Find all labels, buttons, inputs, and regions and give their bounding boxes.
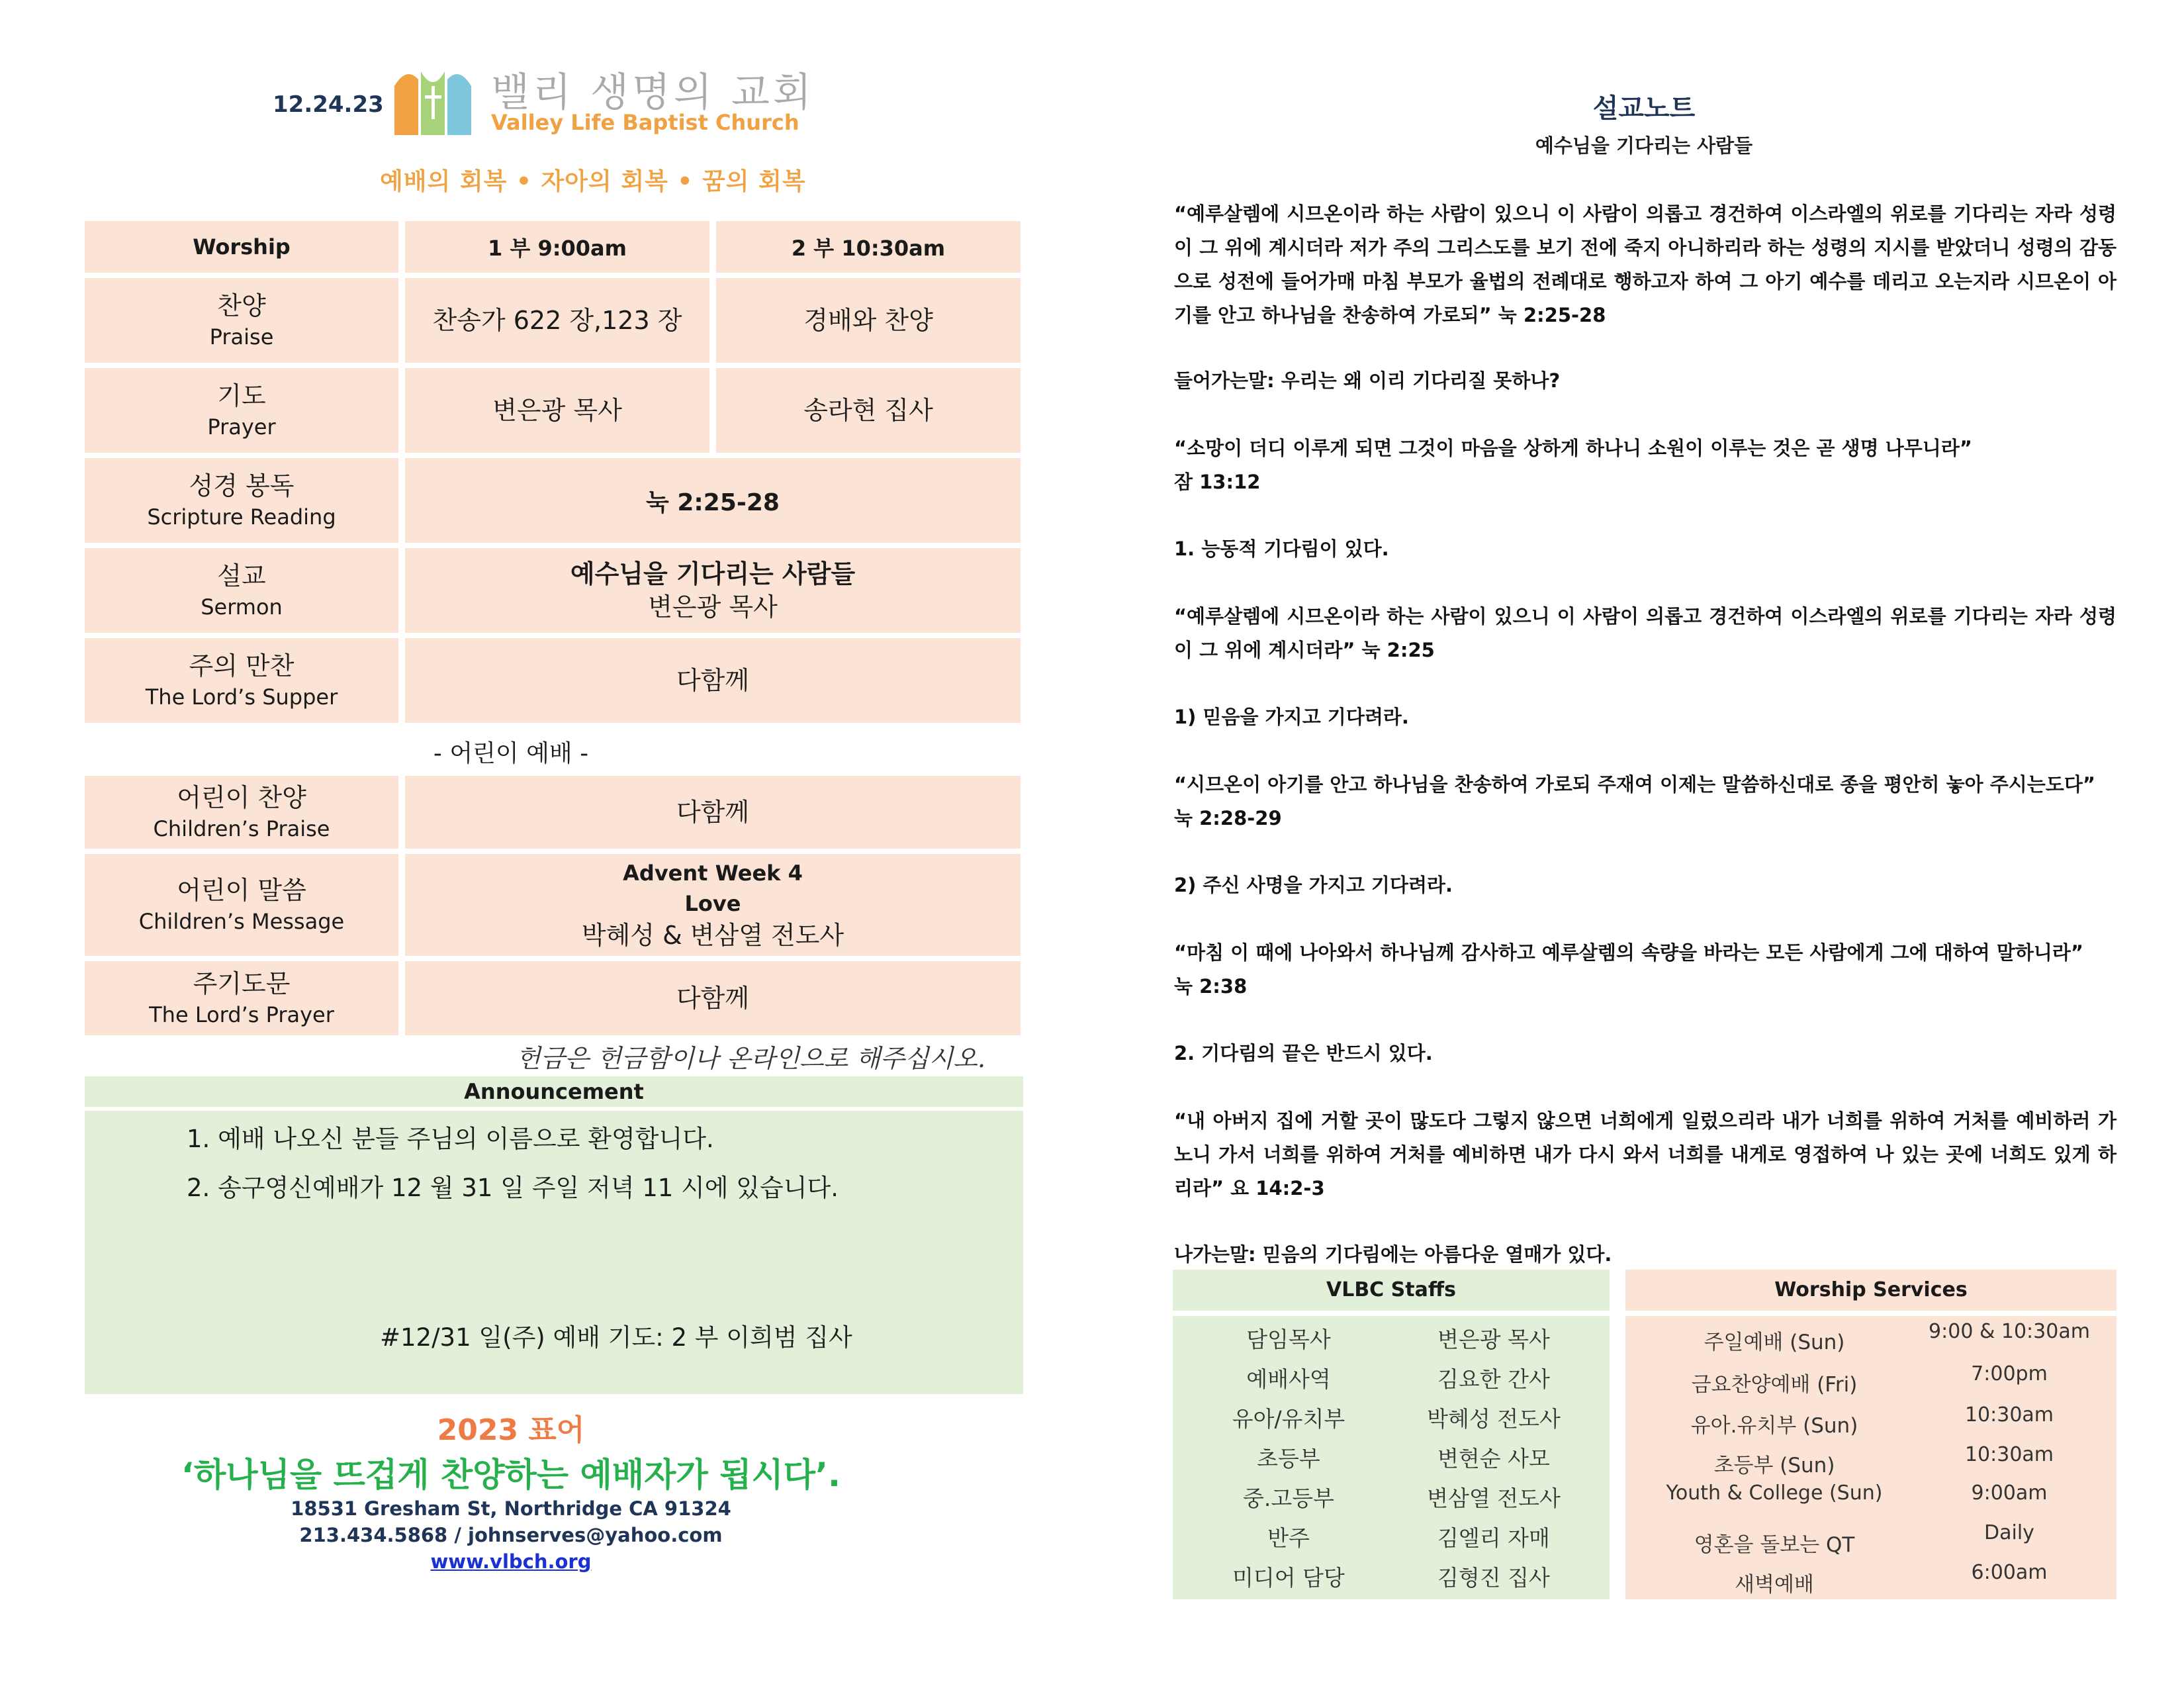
sermon-subpoint-1: 1) 믿음을 가지고 기다려라. — [1174, 706, 1409, 728]
row-label-lords-prayer — [85, 961, 398, 1035]
kids-message-value — [405, 854, 1021, 956]
sermon-quote-luke-228: “시므온이 아기를 안고 하나님을 찬송하여 가로되 주재여 이제는 말씀하신대로 종을 평안히 놓아 주시는도다” — [1174, 773, 2095, 796]
announcement-title: Announcement — [85, 1076, 1023, 1107]
sermon-note-title: 설교노트 — [1592, 93, 1696, 124]
label-korean: 찬양 — [217, 291, 266, 320]
service-name: 영혼을 돌보는 QT — [1694, 1533, 1855, 1557]
row-label-supper — [85, 638, 398, 723]
table-header-service1: 1 부 9:00am — [405, 221, 709, 273]
staff-name: 김엘리 자매 — [1437, 1525, 1550, 1551]
prayer-service1: 변은광 목사 — [405, 368, 709, 453]
sermon-conclusion: 나가는말: 믿음의 기다림에는 아름다운 열매가 있다. — [1174, 1243, 1612, 1266]
row-label-praise — [85, 278, 398, 363]
staff-role: 반주 — [1267, 1525, 1310, 1551]
service-name: 주일예배 (Sun) — [1704, 1331, 1845, 1354]
sermon-point-2: 2. 기다림의 끝은 반드시 있다. — [1174, 1042, 1433, 1064]
staff-name: 박혜성 전도사 — [1427, 1406, 1561, 1432]
label-english: Scripture Reading — [147, 504, 336, 530]
scripture-reference: 눅 2:25-28 — [405, 458, 1021, 543]
service-time: Daily — [1984, 1521, 2034, 1544]
kids-message-speakers: 박혜성 & 변삼열 전도사 — [581, 921, 844, 950]
sermon-ref-proverbs: 잠 13:12 — [1174, 471, 1261, 493]
sermon-ref-luke-238: 눅 2:38 — [1174, 975, 1248, 998]
sermon-quote-proverbs: “소망이 더디 이루게 되면 그것이 마음을 상하게 하나니 소원이 이루는 것은 곧 생명 나무니라” — [1174, 437, 1972, 459]
service-time: 7:00pm — [1971, 1362, 2048, 1385]
label-korean: 주기도문 — [193, 969, 291, 998]
church-contact: 213.434.5868 / johnserves@yahoo.com — [299, 1524, 723, 1546]
label-english: The Lord’s Prayer — [149, 1002, 334, 1027]
prayer-service2: 송라현 집사 — [716, 368, 1021, 453]
sermon-quote-luke-238: “마침 이 때에 나아와서 하나님께 감사하고 예루살렘의 속량을 바라는 모든 사람에게 그에 대하여 말하니라” — [1174, 941, 2083, 964]
label-korean: 성경 봉독 — [189, 471, 295, 500]
label-korean: 어린이 말씀 — [177, 876, 306, 905]
announcement-item-1: 1. 예배 나오신 분들 주님의 이름으로 환영합니다. — [187, 1125, 714, 1153]
church-website-link[interactable]: www.vlbch.org — [430, 1550, 592, 1573]
praise-service2: 경배와 찬양 — [716, 278, 1021, 363]
kids-praise-value: 다함께 — [405, 776, 1021, 849]
church-name-korean: 밸리 생명의 교회 — [491, 70, 815, 116]
staff-name: 김요한 간사 — [1437, 1366, 1550, 1392]
church-name-english: Valley Life Baptist Church — [491, 110, 799, 135]
service-time: 9:00am — [1971, 1481, 2048, 1505]
bulletin-date: 12.24.23 — [273, 91, 384, 118]
label-korean: 설교 — [217, 561, 266, 590]
table-header-service2: 2 부 10:30am — [716, 221, 1021, 273]
sermon-quote-john: “내 아버지 집에 거할 곳이 많도다 그렇지 않으면 너희에게 일렀으리라 내가 너희를 위하여 거처를 예비하러 가노니 가서 너희를 위하여 거처를 예비하면 내가 다시 와서 너희를 내게로 영접하여 나 있는 곳에 너희도 있게 하리라” 요 14:2-3 — [1174, 1109, 2116, 1199]
row-label-prayer — [85, 368, 398, 453]
service-name: 새벽예배 — [1735, 1573, 1814, 1597]
service-time: 9:00 & 10:30am — [1929, 1320, 2090, 1343]
kids-message-line2: Love — [684, 891, 741, 916]
label-english: Sermon — [201, 594, 283, 620]
label-korean: 기도 — [217, 381, 266, 410]
sermon-info — [405, 548, 1021, 633]
row-label-scripture — [85, 458, 398, 543]
service-time: 10:30am — [1964, 1403, 2054, 1427]
service-name: Youth & College (Sun) — [1666, 1481, 1883, 1505]
staff-name: 변은광 목사 — [1437, 1327, 1550, 1352]
lords-prayer-value: 다함께 — [405, 961, 1021, 1035]
row-label-kids-praise — [85, 776, 398, 849]
year-motto-label: 2023 표어 — [437, 1413, 585, 1447]
staff-role: 담임목사 — [1246, 1327, 1331, 1352]
row-label-kids-message — [85, 854, 398, 956]
table-header-worship: Worship — [85, 221, 398, 273]
staff-name: 변현순 사모 — [1437, 1446, 1550, 1472]
service-time: 6:00am — [1971, 1561, 2048, 1584]
service-time: 10:30am — [1964, 1443, 2054, 1466]
supper-value: 다함께 — [405, 638, 1021, 723]
announcement-item-2: 2. 송구영신예배가 12 월 31 일 주일 저녁 11 시에 있습니다. — [187, 1174, 839, 1202]
label-english: The Lord’s Supper — [145, 684, 338, 710]
label-korean: 어린이 찬양 — [177, 783, 306, 812]
staff-role: 예배사역 — [1246, 1366, 1331, 1392]
kids-message-line1: Advent Week 4 — [623, 861, 803, 886]
label-english: Children’s Praise — [153, 816, 330, 841]
kids-worship-subtitle: - 어린이 예배 - — [433, 740, 589, 767]
label-korean: 주의 만찬 — [189, 651, 295, 680]
row-label-sermon — [85, 548, 398, 633]
year-motto: ‘하나님을 뜨겁게 찬양하는 예배자가 됩시다’. — [181, 1456, 841, 1494]
sermon-point-1: 1. 능동적 기다림이 있다. — [1174, 538, 1389, 560]
label-english: Prayer — [207, 414, 276, 440]
announcement-item-3: #12/31 일(주) 예배 기도: 2 부 이희범 집사 — [380, 1323, 852, 1352]
staff-role: 미디어 담당 — [1232, 1565, 1345, 1591]
church-logo — [393, 66, 473, 135]
offering-note: 헌금은 헌금함이나 온라인으로 해주십시오. — [516, 1044, 986, 1073]
staff-name: 변삼열 전도사 — [1427, 1485, 1561, 1511]
label-english: Praise — [209, 324, 274, 350]
services-table-title: Worship Services — [1625, 1270, 2116, 1311]
sermon-note-subtitle: 예수님을 기다리는 사람들 — [1535, 134, 1753, 157]
church-motto: 예배의 회복 • 자아의 회복 • 꿈의 회복 — [380, 168, 806, 195]
service-name: 금요찬양예배 (Fri) — [1691, 1373, 1858, 1397]
staff-role: 초등부 — [1257, 1446, 1320, 1472]
staff-role: 유아/유치부 — [1232, 1406, 1345, 1432]
staff-role: 중.고등부 — [1242, 1485, 1334, 1511]
label-english: Children’s Message — [138, 909, 345, 934]
sermon-paragraph-1: “예루살렘에 시므온이라 하는 사람이 있으니 이 사람이 의롭고 경건하여 이스라엘의 위로를 기다리는 자라 성령이 그 위에 계시더라 저가 주의 그리스도를 보기 전에 죽지 아니하리라 하는 성령의 지시를 받았더니 성령의 감동으로 성전에 들어가매 마침 부모가 율법의 전례대로 행하고자 하여 그 아기 예수를 데리고 오는지라 시므온이 아기를 안고 하나님을 찬송하여 가로되” 눅 2:25-28 — [1174, 203, 2116, 326]
sermon-subpoint-2: 2) 주신 사명을 가지고 기다려라. — [1174, 874, 1453, 896]
sermon-preacher: 변은광 목사 — [648, 592, 778, 622]
service-name: 유아.유치부 (Sun) — [1690, 1414, 1858, 1438]
sermon-title: 예수님을 기다리는 사람들 — [570, 559, 856, 588]
staff-table-title: VLBC Staffs — [1173, 1270, 1610, 1311]
sermon-quote-luke-225: “예루살렘에 시므온이라 하는 사람이 있으니 이 사람이 의롭고 경건하여 이스라엘의 위로를 기다리는 자라 성령이 그 위에 계시더라” 눅 2:25 — [1174, 605, 2116, 661]
sermon-ref-luke-228: 눅 2:28-29 — [1174, 807, 1282, 829]
praise-service1: 찬송가 622 장,123 장 — [405, 278, 709, 363]
sermon-intro: 들어가는말: 우리는 왜 이리 기다리질 못하나? — [1174, 369, 1561, 392]
church-address: 18531 Gresham St, Northridge CA 91324 — [291, 1497, 731, 1520]
staff-name: 김형진 집사 — [1437, 1565, 1550, 1591]
service-name: 초등부 (Sun) — [1713, 1454, 1835, 1477]
